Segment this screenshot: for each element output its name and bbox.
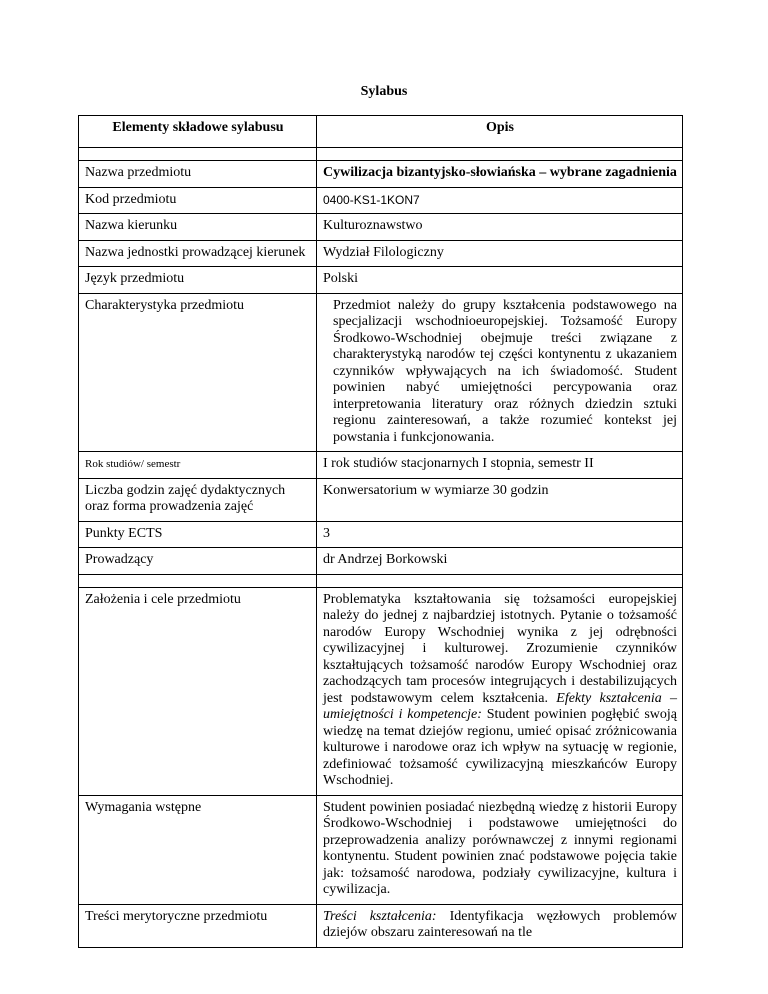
goals-text: Problematyka kształtowania się tożsamości europejskiej należy do jednej z najbardziej istotnych. Pytanie o tożsamość narodów Europy Wschodniej wynika z jej odrębności cywilizacyjnej i kulturowej. Zrozumienie czynników kształtujących tożsamość narodów Europy Wschodniej oraz zachodzących tam procesów integrujących i destabilizujących jest podstawowym celem kształcenia.	[323, 591, 677, 706]
table-header-row	[79, 116, 683, 148]
content-text: Identyfikacja węzłowych problemów dziejów obszaru zainteresowań na tle	[323, 908, 677, 940]
row-value	[317, 904, 683, 947]
row-value: Przedmiot należy do grupy kształcenia podstawowego na specjalizacji wschodnioeuropejskiej. Tożsamość Europy Środkowo-Wschodniej obejmuje treści związane z charakterystyką narodów tej części kontynentu z ukazaniem czynników wpływających na ich świadomość. Student powinien nabyć umiejętności percypowania oraz interpretowania literatury oraz różnych dziedzin sztuki regionu zainteresowań, a także rozumieć kontekst jej powstania i funkcjonowania.	[317, 293, 683, 452]
row-value: 0400-KS1-1KON7	[317, 187, 683, 214]
syllabus-table	[78, 115, 683, 948]
table-row	[79, 587, 683, 795]
spacer-row	[79, 574, 683, 587]
row-label: Nazwa przedmiotu	[79, 161, 317, 188]
spacer-row	[79, 148, 683, 161]
row-label: Punkty ECTS	[79, 521, 317, 548]
header-description: Opis	[317, 116, 683, 148]
header-elements: Elementy składowe sylabusu	[79, 116, 317, 148]
row-value: Polski	[317, 267, 683, 294]
page-title: Sylabus	[360, 84, 408, 99]
content-heading: Treści kształcenia:	[323, 908, 437, 924]
table-row	[79, 267, 683, 294]
row-value: Konwersatorium w wymiarze 30 godzin	[317, 478, 683, 521]
table-row	[79, 521, 683, 548]
row-value: Kulturoznawstwo	[317, 214, 683, 241]
table-row	[79, 795, 683, 904]
table-row	[79, 904, 683, 947]
outcomes-heading: Efekty kształcenia – umiejętności i kompetencje:	[323, 690, 677, 722]
table-row	[79, 293, 683, 452]
table-row	[79, 161, 683, 188]
row-value: dr Andrzej Borkowski	[317, 548, 683, 575]
row-value: I rok studiów stacjonarnych I stopnia, semestr II	[317, 452, 683, 479]
table-row	[79, 548, 683, 575]
row-value: 3	[317, 521, 683, 548]
row-label: Prowadzący	[79, 548, 317, 575]
row-label: Nazwa kierunku	[79, 214, 317, 241]
row-label: Treści merytoryczne przedmiotu	[79, 904, 317, 947]
row-value	[317, 587, 683, 795]
row-value: Student powinien posiadać niezbędną wiedzę z historii Europy Środkowo-Wschodniej i podstawowe umiejętności do przeprowadzenia analizy porównawczej z innymi regionami kontynentu. Student powinien znać podstawowe pojęcia takie jak: tożsamość narodowa, podziały cywilizacyjne, kultura i cywilizacja.	[317, 795, 683, 904]
row-label: Liczba godzin zajęć dydaktycznych oraz forma prowadzenia zajęć	[79, 478, 317, 521]
row-label: Charakterystyka przedmiotu	[79, 293, 317, 452]
row-label: Założenia i cele przedmiotu	[79, 587, 317, 795]
outcomes-text: Student powinien pogłębić swoją wiedzę na temat dziejów regionu, umieć opisać zróżnicowania kulturowe i narodowe oraz ich wpływ na sytuację w regionie, zdefiniować tożsamość cywilizacyjną mieszkańców Europy Wschodniej.	[323, 707, 677, 788]
row-label: Wymagania wstępne	[79, 795, 317, 904]
row-label: Nazwa jednostki prowadzącej kierunek	[79, 240, 317, 267]
table-row	[79, 240, 683, 267]
row-value: Wydział Filologiczny	[317, 240, 683, 267]
row-label: Język przedmiotu	[79, 267, 317, 294]
table-row	[79, 452, 683, 479]
row-label: Rok studiów/ semestr	[79, 452, 317, 479]
row-value: Cywilizacja bizantyjsko-słowiańska – wybrane zagadnienia	[317, 161, 683, 188]
row-label: Kod przedmiotu	[79, 187, 317, 214]
table-row	[79, 214, 683, 241]
table-row	[79, 478, 683, 521]
table-row	[79, 187, 683, 214]
